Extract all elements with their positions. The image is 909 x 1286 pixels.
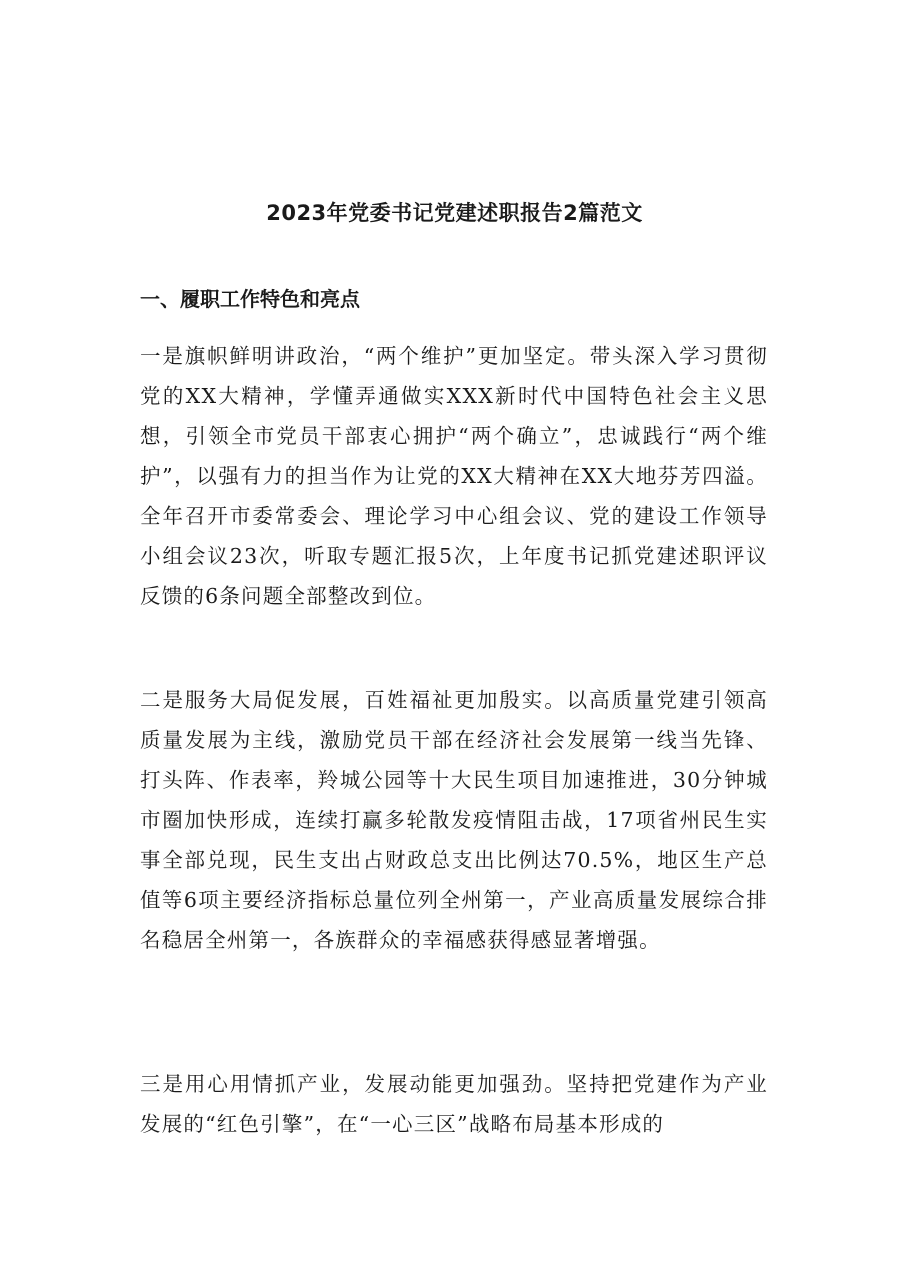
paragraph-3: 三是用心用情抓产业，发展动能更加强劲。坚持把党建作为产业发展的“红色引擎”，在“一心三区”战略布局基本形成的: [140, 1072, 768, 1136]
paragraph-1: 一是旗帜鲜明讲政治，“两个维护”更加坚定。带头深入学习贯彻党的XX大精神，学懂弄通做实XXX新时代中国特色社会主义思想，引领全市党员干部衷心拥护“两个确立”，忠诚践行“两个维护”，以强有力的担当作为让党的XX大精神在XX大地芬芳四溢。全年召开市委常委会、理论学习中心组会议、党的建设工作领导小组会议23次，听取专题汇报5次，上年度书记抓党建述职评议反馈的6条问题全部整改到位。: [140, 344, 768, 608]
section-heading: 一、履职工作特色和亮点: [140, 287, 360, 311]
paragraph-2: 二是服务大局促发展，百姓福祉更加殷实。以高质量党建引领高质量发展为主线，激励党员干部在经济社会发展第一线当先锋、打头阵、作表率，羚城公园等十大民生项目加速推进，30分钟城市圈加快形成，连续打赢多轮散发疫情阻击战，17项省州民生实事全部兑现，民生支出占财政总支出比例达70.5%，地区生产总值等6项主要经济指标总量位列全州第一，产业高质量发展综合排名稳居全州第一，各族群众的幸福感获得感显著增强。: [140, 688, 768, 952]
document-title: 2023年党委书记党建述职报告2篇范文: [266, 201, 643, 225]
